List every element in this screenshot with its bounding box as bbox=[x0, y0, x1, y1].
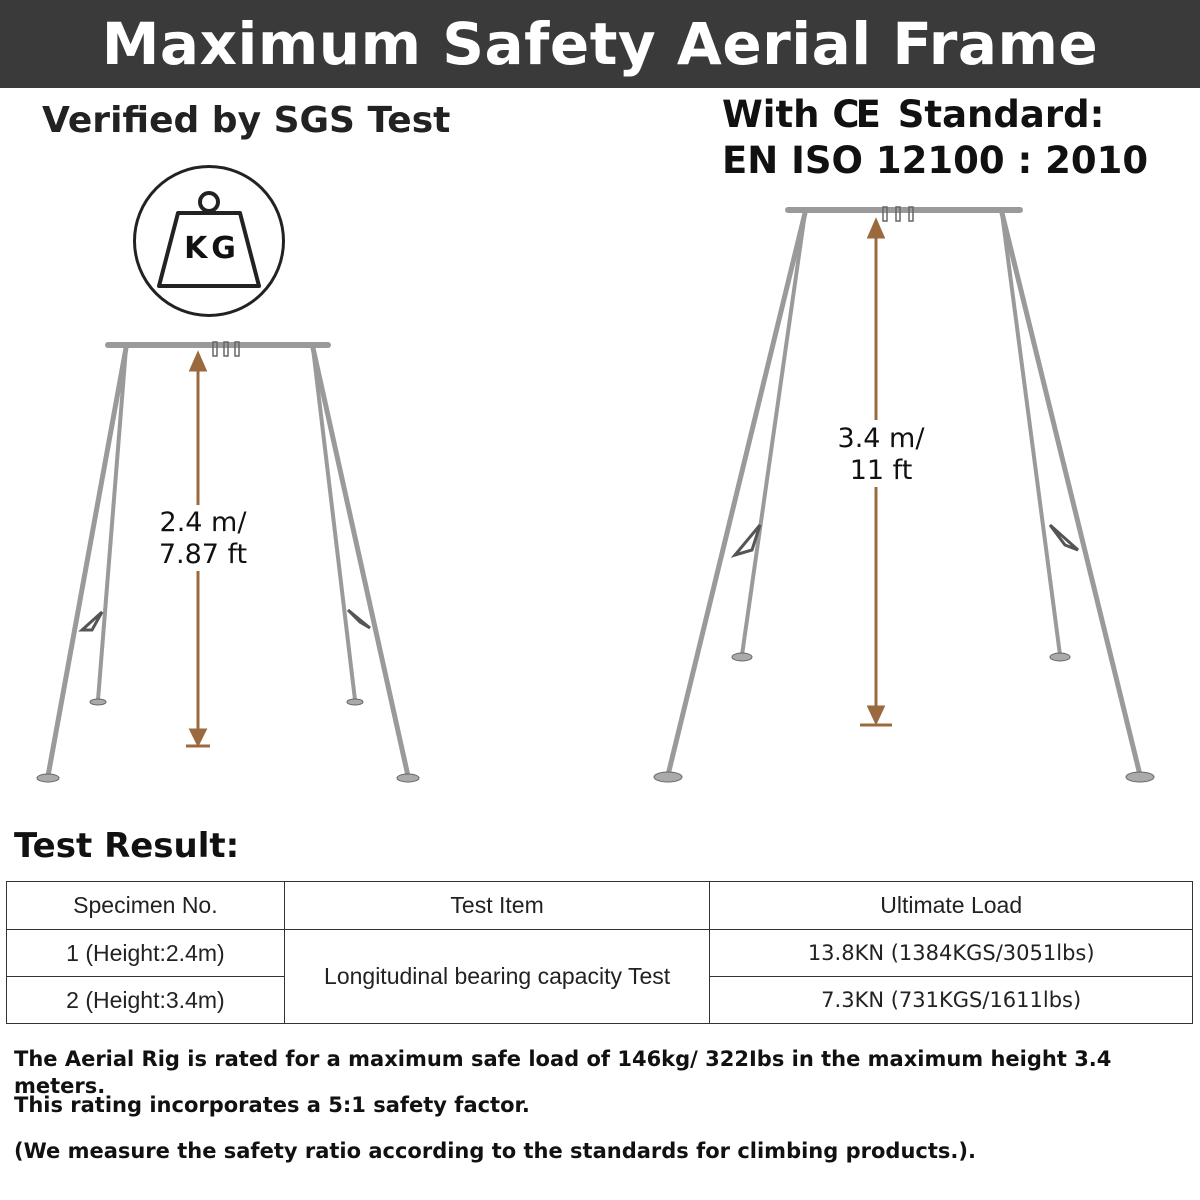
table-row bbox=[7, 930, 1193, 977]
iso-standard-line: EN ISO 12100 : 2010 bbox=[722, 139, 1149, 182]
ce-line1-prefix: With bbox=[722, 93, 820, 136]
ce-mark-icon: CE bbox=[832, 93, 877, 136]
weight-badge-label: KG bbox=[184, 231, 240, 266]
large-frame-height-m: 3.4 m/ bbox=[837, 423, 925, 454]
safety-notes bbox=[14, 1046, 1200, 1184]
weight-badge bbox=[133, 165, 285, 317]
table-header-row bbox=[7, 882, 1193, 930]
note-standard: (We measure the safety ratio according to the standards for climbing products.). bbox=[14, 1139, 976, 1163]
sgs-verified-heading: Verified by SGS Test bbox=[42, 100, 451, 141]
small-frame-height-m: 2.4 m/ bbox=[159, 507, 247, 538]
header-ultimate-load: Ultimate Load bbox=[710, 882, 1193, 930]
small-frame-height-ft: 7.87 ft bbox=[158, 539, 248, 570]
ce-standard-line1 bbox=[722, 92, 1148, 138]
header-specimen: Specimen No. bbox=[7, 882, 285, 930]
aerial-frame-large bbox=[640, 195, 1170, 795]
load-cell: 7.3KN (731KGS/1611lbs) bbox=[710, 977, 1193, 1024]
header-test-item: Test Item bbox=[284, 882, 710, 930]
ce-standard-heading bbox=[722, 92, 1148, 184]
title-banner bbox=[0, 0, 1200, 88]
specimen-cell: 2 (Height:3.4m) bbox=[7, 977, 285, 1024]
page-title: Maximum Safety Aerial Frame bbox=[101, 10, 1099, 78]
small-frame-height-label bbox=[148, 507, 258, 571]
test-result-table bbox=[6, 881, 1193, 1024]
large-frame-height-label bbox=[825, 423, 937, 487]
note-safety-factor: This rating incorporates a 5:1 safety factor. bbox=[14, 1093, 530, 1117]
specimen-cell: 1 (Height:2.4m) bbox=[7, 930, 285, 977]
load-cell: 13.8KN (1384KGS/3051lbs) bbox=[710, 930, 1193, 977]
test-result-title: Test Result: bbox=[14, 826, 240, 866]
large-frame-height-ft: 11 ft bbox=[849, 455, 913, 486]
test-item-cell: Longitudinal bearing capacity Test bbox=[284, 930, 710, 1024]
ce-line1-suffix: Standard: bbox=[897, 93, 1105, 136]
note-max-load: The Aerial Rig is rated for a maximum safe load of 146kg/ 322Ibs in the maximum height 3.4 meters. bbox=[14, 1047, 1112, 1098]
